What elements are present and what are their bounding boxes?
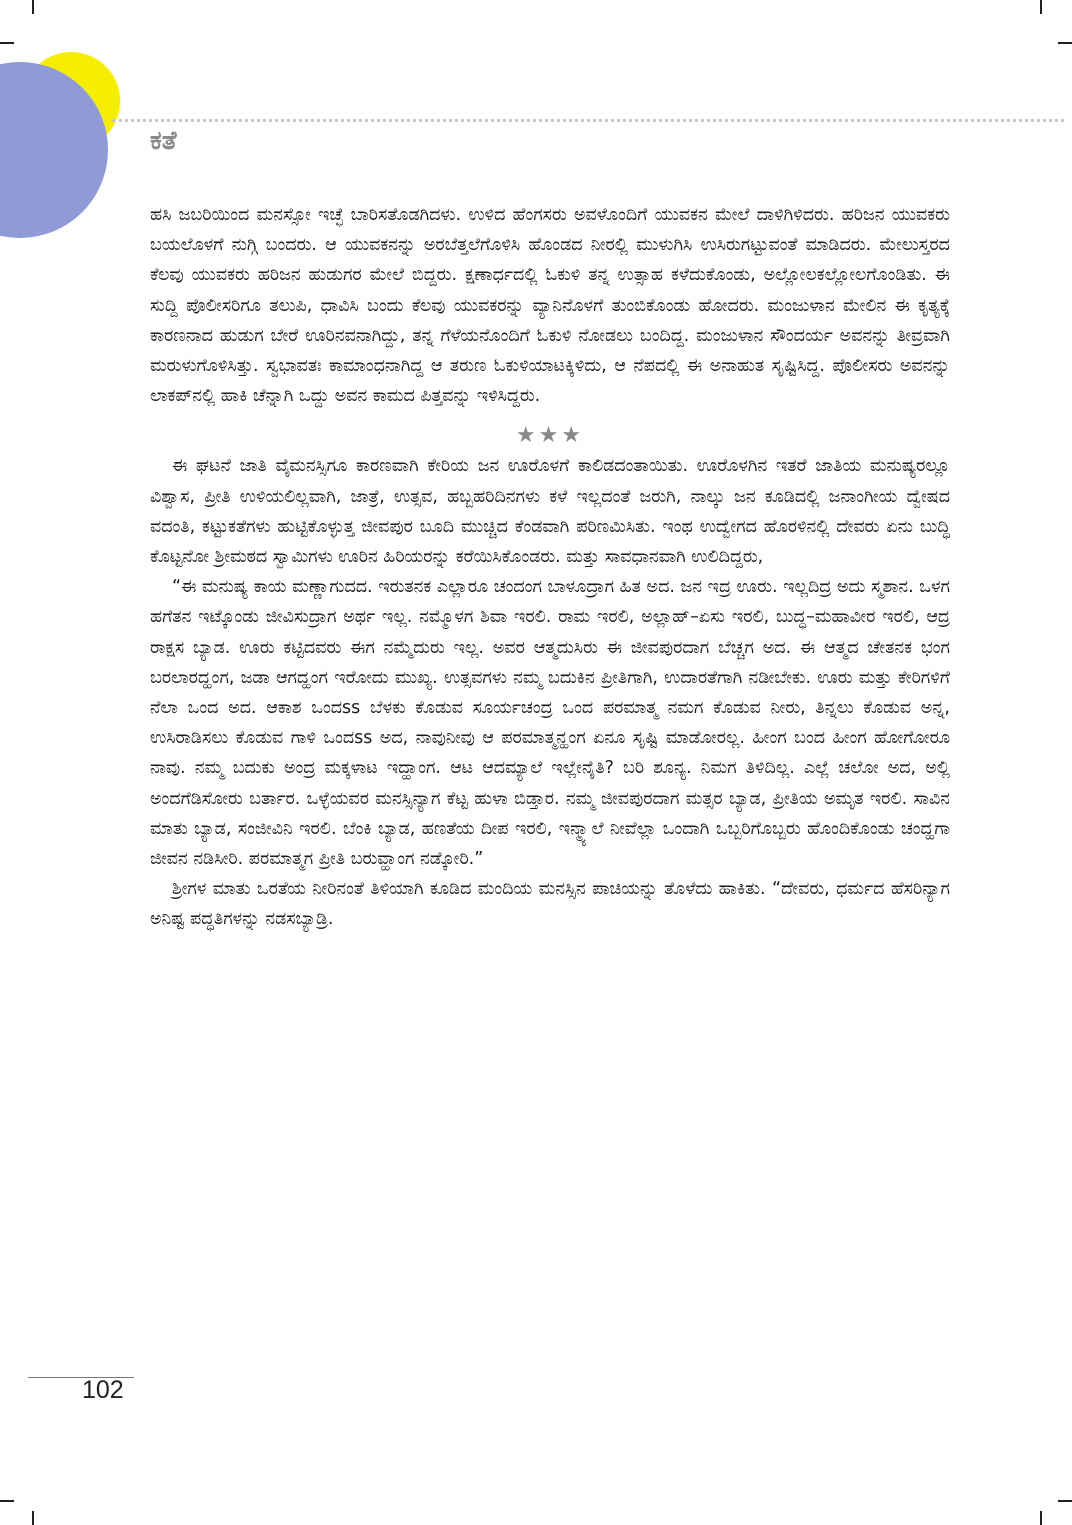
crop-mark-bottom-right-v [1040, 1511, 1042, 1525]
crop-mark-bottom-left-v [32, 1511, 34, 1525]
crop-mark-top-right-h [1058, 42, 1072, 44]
crop-mark-top-left-h [0, 42, 14, 44]
section-separator-stars: ★★★ [515, 423, 585, 449]
section-label: ಕತೆ [150, 126, 177, 156]
page-number: 102 [82, 1376, 124, 1404]
paragraph-2: ಈ ಘಟನೆ ಜಾತಿ ವೈಮನಸ್ಸಿಗೂ ಕಾರಣವಾಗಿ ಕೇರಿಯ ಜನ ಊರೊಳಗೆ ಕಾಲಿಡದಂತಾಯಿತು. ಊರೊಳಗಿನ ಇತರೆ ಜಾತಿಯ ಮನುಷ್ಯರಲ್ಲೂ ವಿಶ್ವಾಸ, ಪ್ರೀತಿ ಉಳಿಯಲಿಲ್ಲವಾಗಿ, ಜಾತ್ರೆ, ಉತ್ಸವ, ಹಬ್ಬಹರಿದಿನಗಳು ಕಳೆ ಇಲ್ಲದಂತೆ ಜರುಗಿ, ನಾಲ್ಕು ಜನ ಕೂಡಿದಲ್ಲಿ ಜನಾಂಗೀಯ ದ್ವೇಷದ ವದಂತಿ, ಕಟ್ಟುಕತೆಗಳು ಹುಟ್ಟಿಕೊಳ್ಳುತ್ತ ಜೀವಪುರ ಬೂದಿ ಮುಚ್ಚಿದ ಕೆಂಡವಾಗಿ ಪರಿಣಮಿಸಿತು. ಇಂಥ ಉದ್ವೇಗದ ಹೊರಳಿನಲ್ಲಿ ದೇವರು ಏನು ಬುದ್ಧಿ ಕೊಟ್ಟನೋ ಶ್ರೀಮಠದ ಸ್ವಾಮಿಗಳು ಊರಿನ ಹಿರಿಯರನ್ನು ಕರೆಯಿಸಿಕೊಂಡರು. ಮತ್ತು ಸಾವಧಾನವಾಗಿ ಉಲಿದಿದ್ದರು, [150, 456, 950, 568]
story-body [150, 200, 950, 935]
paragraph-4: ಶ್ರೀಗಳ ಮಾತು ಒರತೆಯ ನೀರಿನಂತೆ ತಿಳಿಯಾಗಿ ಕೂಡಿದ ಮಂದಿಯ ಮನಸ್ಸಿನ ಪಾಚಿಯನ್ನು ತೊಳೆದು ಹಾಕಿತು. “ದೇವರು, ಧರ್ಮದ ಹೆಸರಿನ್ಯಾಗ ಅನಿಷ್ಟ ಪದ್ಧತಿಗಳನ್ನು ನಡಸಬ್ಯಾಡ್ರಿ. [150, 879, 950, 930]
paragraph-3-speech: “ಈ ಮನುಷ್ಯ ಕಾಯ ಮಣ್ಣಾಗುದದ. ಇರುತನಕ ಎಲ್ಲಾರೂ ಚಂದಂಗ ಬಾಳೂದ್ರಾಗ ಹಿತ ಅದ. ಜನ ಇದ್ರ ಊರು. ಇಲ್ಲದಿದ್ರ ಅದು ಸ್ಮಶಾನ. ಒಳಗ ಹಗೆತನ ಇಟ್ಕೊಂಡು ಜೀವಿಸುದ್ರಾಗ ಅರ್ಥ ಇಲ್ಲ. ನಮ್ಮೊಳಗ ಶಿವಾ ಇರಲಿ. ರಾಮ ಇರಲಿ, ಅಲ್ಲಾಹ್–ಏಸು ಇರಲಿ, ಬುದ್ಧ–ಮಹಾವೀರ ಇರಲಿ, ಆದ್ರ ರಾಕ್ಷಸ ಬ್ಯಾಡ. ಊರು ಕಟ್ಟಿದವರು ಈಗ ನಮ್ಮೆದುರು ಇಲ್ಲ. ಅವರ ಆತ್ಮದುಸಿರು ಈ ಜೀವಪುರದಾಗ ಬೆಚ್ಚಗ ಅದ. ಈ ಆತ್ಮದ ಚೇತನಕ ಭಂಗ ಬರಲಾರದ್ಹಂಗ, ಜಡಾ ಆಗದ್ಹಂಗ ಇರೋದು ಮುಖ್ಯ. ಉತ್ಸವಗಳು ನಮ್ಮ ಬದುಕಿನ ಪ್ರೀತಿಗಾಗಿ, ಉದಾರತೆಗಾಗಿ ನಡೀಬೇಕು. ಊರು ಮತ್ತು ಕೇರಿಗಳಿಗೆ ನೆಲಾ ಒಂದ ಅದ. ಆಕಾಶ ಒಂದss ಬೆಳಕು ಕೊಡುವ ಸೂರ್ಯಚಂದ್ರ ಒಂದ ಪರಮಾತ್ಮ ನಮಗ ಕೊಡುವ ನೀರು, ತಿನ್ನಲು ಕೊಡುವ ಅನ್ನ, ಉಸಿರಾಡಿಸಲು ಕೊಡುವ ಗಾಳಿ ಒಂದss ಅದ, ನಾವುನೀವು ಆ ಪರಮಾತ್ಮನ್ಹಂಗ ಏನೂ ಸೃಷ್ಟಿ ಮಾಡೋರಲ್ಲ. ಹೀಂಗ ಬಂದ ಹೀಂಗ ಹೋಗೋರೂ ನಾವು. ನಮ್ಮ ಬದುಕು ಅಂದ್ರ ಮಕ್ಕಳಾಟ ಇದ್ಹಾಂಗ. ಆಟ ಆದಮ್ಯಾಲೆ ಇಲ್ಲೇನೈತಿ? ಬರಿ ಶೂನ್ಯ. ನಿಮಗ ತಿಳಿದಿಲ್ಲ. ಎಲ್ಲೆ ಚಲೋ ಅದ, ಅಲ್ಲಿ ಅಂದಗೆಡಿಸೋರು ಬರ್ತಾರ. ಒಳ್ಳೆಯವರ ಮನಸ್ಸಿನ್ಯಾಗ ಕೆಟ್ಟ ಹುಳಾ ಬಿಡ್ತಾರ. ನಮ್ಮ ಜೀವಪುರದಾಗ ಮತ್ಸರ ಬ್ಯಾಡ, ಪ್ರೀತಿಯ ಅಮೃತ ಇರಲಿ. ಸಾವಿನ ಮಾತು ಬ್ಯಾಡ, ಸಂಜೀವಿನಿ ಇರಲಿ. ಬೆಂಕಿ ಬ್ಯಾಡ, ಹಣತೆಯ ದೀಪ ಇರಲಿ, ಇನ್ಮ್ಯಾಲೆ ನೀವೆಲ್ಲಾ ಒಂದಾಗಿ ಒಬ್ಬರಿಗೊಬ್ಬರು ಹೊಂದಿಕೊಂಡು ಚಂದ್ಹಗಾ ಜೀವನ ನಡಿಸೀರಿ. ಪರಮಾತ್ಮಗ ಪ್ರೀತಿ ಬರುವ್ಹಾಂಗ ನಡ್ಕೋರಿ.” [150, 577, 950, 870]
crop-mark-top-left-v [32, 0, 34, 14]
crop-mark-bottom-right-h [1058, 1500, 1072, 1502]
crop-mark-bottom-left-h [0, 1500, 14, 1502]
paragraph-1: ಹಸಿ ಜಬರಿಯಿಂದ ಮನಸ್ಸೋ ಇಚ್ಛೆ ಬಾರಿಸತೊಡಗಿದಳು. ಉಳಿದ ಹೆಂಗಸರು ಅವಳೊಂದಿಗೆ ಯುವಕನ ಮೇಲೆ ದಾಳಿಗಿಳಿದರು. ಹರಿಜನ ಯುವಕರು ಬಯಲೊಳಗೆ ನುಗ್ಗಿ ಬಂದರು. ಆ ಯುವಕನನ್ನು ಅರಬೆತ್ತಲೆಗೊಳಿಸಿ ಹೊಂಡದ ನೀರಲ್ಲಿ ಮುಳುಗಿಸಿ ಉಸಿರುಗಟ್ಟುವಂತೆ ಮಾಡಿದರು. ಮೇಲುಸ್ತರದ ಕೆಲವು ಯುವಕರು ಹರಿಜನ ಹುಡುಗರ ಮೇಲೆ ಬಿದ್ದರು. ಕ್ಷಣಾರ್ಧದಲ್ಲಿ ಓಕುಳಿ ತನ್ನ ಉತ್ಸಾಹ ಕಳೆದುಕೊಂಡು, ಅಲ್ಲೋಲಕಲ್ಲೋಲಗೊಂಡಿತು. ಈ ಸುದ್ದಿ ಪೊಲೀಸರಿಗೂ ತಲುಪಿ, ಧಾವಿಸಿ ಬಂದು ಕೆಲವು ಯುವಕರನ್ನು ವ್ಯಾನಿನೊಳಗೆ ತುಂಬಿಕೊಂಡು ಹೋದರು. ಮಂಜುಳಾನ ಮೇಲಿನ ಈ ಕೃತ್ಯಕ್ಕೆ ಕಾರಣನಾದ ಹುಡುಗ ಬೇರೆ ಊರಿನವನಾಗಿದ್ದು, ತನ್ನ ಗೆಳೆಯನೊಂದಿಗೆ ಓಕುಳಿ ನೋಡಲು ಬಂದಿದ್ದ. ಮಂಜುಳಾನ ಸೌಂದರ್ಯ ಅವನನ್ನು ತೀವ್ರವಾಗಿ ಮರುಳುಗೊಳಿಸಿತ್ತು. ಸ್ವಭಾವತಃ ಕಾಮಾಂಧನಾಗಿದ್ದ ಆ ತರುಣ ಓಕುಳಿಯಾಟಕ್ಕಿಳಿದು, ಆ ನೆಪದಲ್ಲಿ ಈ ಅನಾಹುತ ಸೃಷ್ಟಿಸಿದ್ದ. ಪೊಲೀಸರು ಅವನನ್ನು ಲಾಕಪ್‌ನಲ್ಲಿ ಹಾಕಿ ಚೆನ್ನಾಗಿ ಒದ್ದು ಅವನ ಕಾಮದ ಪಿತ್ತವನ್ನು ಇಳಿಸಿದ್ದರು. [150, 205, 950, 407]
crop-mark-top-right-v [1040, 0, 1042, 14]
header-dotted-rule [112, 119, 1064, 122]
